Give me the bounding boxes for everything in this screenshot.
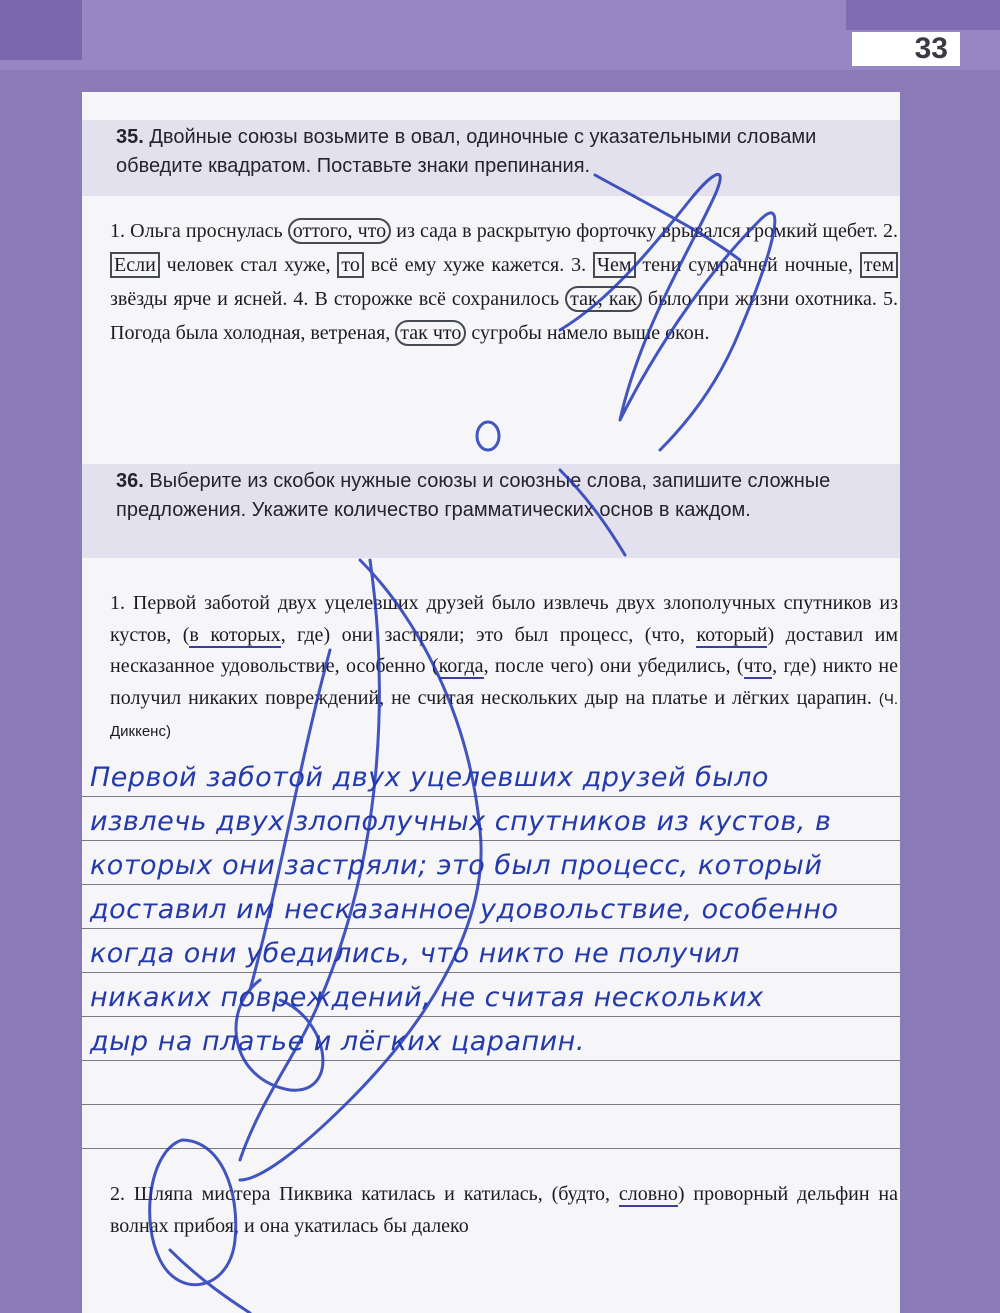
page-number-box: [852, 32, 960, 66]
chosen-word: что: [743, 655, 773, 677]
conjunction-oval: так что: [395, 320, 466, 346]
sentence-text: было при жизни охотника. 5. Погода была холодная, ветреная,: [110, 288, 898, 344]
chosen-word: когда: [438, 655, 484, 677]
corner-tab-left: [0, 0, 82, 60]
task-35-text: [110, 214, 898, 350]
conjunction-oval: оттого, что: [288, 218, 391, 244]
task-36-instruction: Выберите из скобок нужные союзы и союзные слова, запишите сложные предложения. Укажите количество грамматических основ в каждом.: [116, 470, 831, 521]
source-attribution: (Ч. Диккенс): [110, 690, 899, 740]
conjunction-box: тем: [860, 252, 898, 278]
chosen-word: в которых: [189, 623, 281, 646]
sentence-text: сугробы намело выше окон.: [466, 322, 710, 344]
task-35-sentences: [110, 214, 900, 350]
writing-line: [82, 972, 900, 973]
sentence-text: , где) они застряли; это был процесс, (что,: [280, 623, 697, 646]
sentence-text: 1. Ольга проснулась: [110, 220, 288, 242]
handwritten-line: доставил им несказанное удовольствие, особенно: [90, 894, 839, 925]
task-35-header: [82, 120, 900, 196]
sentence-text: тени сумрачней ночные,: [635, 254, 860, 276]
writing-line: [82, 1016, 900, 1017]
task-36-header: [82, 464, 900, 558]
sentence-text: из сада в раскрытую форточку врывался громкий щебет. 2.: [391, 220, 898, 242]
writing-line: [82, 1104, 900, 1105]
task-36-number: 36.: [116, 470, 144, 492]
writing-line: [82, 796, 900, 797]
task-35-instruction: Двойные союзы возьмите в овал, одиночные с указательными словами обведите квадратом. Поставьте знаки препинания.: [116, 126, 817, 177]
chosen-word: словно: [618, 1183, 678, 1205]
task-36-exercise-2: [110, 1178, 900, 1242]
handwritten-line: извлечь двух злополучных спутников из кустов, в: [90, 806, 832, 837]
sentence-text: , после чего) они убедились, (: [483, 655, 744, 677]
sentence-text: звёзды ярче и ясней. 4. В сторожке всё сохранилось: [110, 288, 566, 310]
sentence-text: ) проворный дельфин на волнах прибоя, и она укатилась бы далеко: [110, 1183, 898, 1237]
handwritten-line: дыр на платье и лёгких царапин.: [90, 1026, 585, 1057]
writing-line: [82, 1148, 900, 1149]
sentence-text: 1. Первой заботой двух уцелевших друзей было извлечь двух злополучных спутников из кустов, (: [110, 592, 898, 646]
writing-line: [82, 840, 900, 841]
task-36-exercise-1: [110, 588, 900, 748]
writing-line: [82, 1060, 900, 1061]
handwritten-line: когда они убедились, что никто не получил: [90, 938, 740, 969]
sentence-text: человек стал хуже,: [159, 254, 338, 276]
handwritten-line: никаких повреждений, не считая нескольких: [90, 982, 764, 1013]
conjunction-box: Если: [110, 252, 160, 278]
exercise-2-text: [110, 1178, 898, 1242]
chosen-word: который: [696, 623, 768, 646]
sentence-text: всё ему хуже кажется. 3.: [363, 254, 593, 276]
corner-tab-right: [846, 0, 1000, 30]
conjunction-oval: так, как: [565, 286, 642, 312]
handwritten-line: которых они застряли; это был процесс, который: [90, 850, 823, 881]
writing-line: [82, 884, 900, 885]
writing-line: [82, 928, 900, 929]
sentence-text: , где) никто не получил никаких повреждений, не считая нескольких дыр на платье и лёгких царапин.: [110, 655, 899, 709]
sentence-text: ) доставил им несказанное удовольствие, особенно (: [110, 623, 899, 677]
conjunction-box: то: [337, 252, 363, 278]
handwritten-line: Первой заботой двух уцелевших друзей было: [90, 762, 769, 793]
sentence-text: 2. Шляпа мистера Пиквика катилась и катилась, (будто,: [110, 1183, 619, 1205]
task-35-number: 35.: [116, 126, 144, 148]
conjunction-box: Чем: [593, 252, 636, 278]
page-number: 33: [914, 32, 948, 65]
exercise-1-text: [110, 588, 898, 748]
